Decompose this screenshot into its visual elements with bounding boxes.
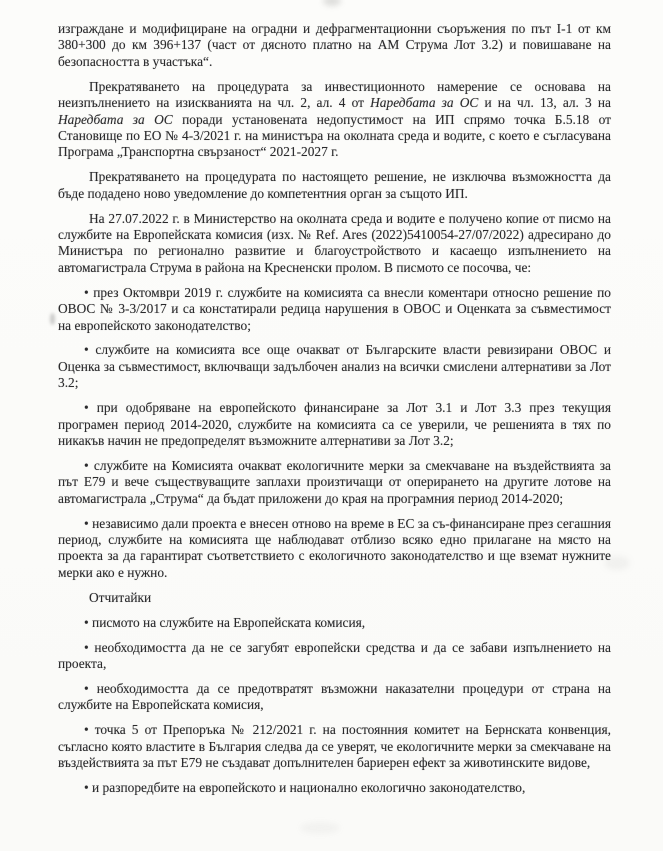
text-run: • необходимостта да не се загубят европейски средства и да се забави изпълнението на проекта, xyxy=(58,639,611,671)
text-run: • точка 5 от Препоръка № 212/2021 г. на постоянния комитет на Бернската конвенция, съгласно която властите в България следва да се уверят, че екологичните мерки за смекчаване на въздействията за път Е79 не създават допълнителен бариерен ефект за животинските видове, xyxy=(58,722,611,770)
text-run: изграждане и модифициране на оградни и дефрагментационни съоръжения по път I-1 от км 380+300 до км 396+137 (част от дясното платно на АМ Струма Лот 3.2) и повишаване на безопасността в участъка“. xyxy=(58,21,611,69)
paragraph xyxy=(58,590,611,606)
paragraph xyxy=(58,169,611,202)
bullet-paragraph xyxy=(58,400,611,449)
text-run: • и разпоредбите на европейското и национално екологично законодателство, xyxy=(84,779,526,795)
text-run: Прекратяването на процедурата по настоящето решение, не изключва възможността да бъде подадено ново уведомление до компетентния орган за същото ИП. xyxy=(58,169,611,201)
italic-text-run: Наредбата за ОС xyxy=(58,111,173,127)
text-run: • службите на Комисията очакват екологичните мерки за смекчаване на въздействията за път Е79 и вече съществуващите заплахи произтичащи от оперирането на другите лотове на автомагистрала „Струма“ да бъдат приложени до края на програмния период 2014-2020; xyxy=(58,457,611,506)
paragraph xyxy=(58,21,611,70)
bullet-paragraph xyxy=(58,516,611,582)
bullet-paragraph xyxy=(58,722,611,771)
document-body xyxy=(58,21,611,796)
text-run: Отчитайки xyxy=(89,589,152,605)
bullet-paragraph xyxy=(58,615,611,631)
text-run: • през Октомври 2019 г. службите на комисията са внесли коментари относно решение по ОВОС № 3-3/2017 и са констатирали редица нарушения в ОВОС и Оценката за съвместимост на европейското законодателство; xyxy=(58,284,611,333)
text-run: • независимо дали проекта е внесен отново на време в ЕС за съ-финансиране през сегашния период, службите на комисията ще наблюдават отблизо всяко едно прилагане на място на проекта за да гарантират съответствието с екологичното законодателство и ще вземат нужните мерки ако е нужно. xyxy=(58,515,611,580)
italic-text-run: Наредбата за ОС xyxy=(370,95,479,111)
scan-artifact xyxy=(323,0,341,6)
scan-artifact xyxy=(50,313,55,325)
text-run: • службите на комисията все още очакват от Българските власти ревизирани ОВОС и Оценка за съвместимост, включващи задълбочен анализ на всички смислени алтернативи за Лот 3.2; xyxy=(58,342,611,391)
bullet-paragraph xyxy=(58,681,611,714)
text-run: Прекратяването на процедурата за инвестиционното намерение се основава на неизпълнението на изискванията на чл. 2, ал. 4 от xyxy=(58,78,611,111)
text-run: и на чл. 13, ал. 3 на xyxy=(478,95,611,111)
paragraph xyxy=(58,79,611,161)
scan-artifact xyxy=(300,822,340,834)
text-run: • необходимостта да се предотвратят възможни наказателни процедури от страна на службите на Европейската комисия, xyxy=(58,680,611,713)
text-run: На 27.07.2022 г. в Министерство на околната среда и водите е получено копие от писмо на службите на Европейската комисия (изх. № Ref. Ares (2022)5410054-27/07/2022) адресирано до Министъра по регионално развитие и благоустройството и касаещо изпълнението на автомагистрала Струма в района на Кресненски пролом. В писмото се посочва, че: xyxy=(58,210,611,275)
bullet-paragraph xyxy=(58,458,611,507)
text-run: • писмото на службите на Европейската комисия, xyxy=(84,614,366,630)
paragraph xyxy=(58,211,611,277)
bullet-paragraph xyxy=(58,285,611,334)
bullet-paragraph xyxy=(58,640,611,673)
bullet-paragraph xyxy=(58,780,611,796)
bullet-paragraph xyxy=(58,342,611,391)
text-run: поради установената недопустимост на ИП спрямо точка Б.5.18 от Становище по ЕО № 4-3/2021 г. на министъра на околната среда и водите, с което е съгласувана Програма „Транспортна свързаност“ 2021-2027 г. xyxy=(58,111,612,160)
text-run: • при одобряване на европейското финансиране за Лот 3.1 и Лот 3.3 през текущия програмен период 2014-2020, службите на комисията са се уверили, че решенията в тях по никакъв начин не предопределят възможните алтернативи за Лот 3.2; xyxy=(58,400,611,448)
